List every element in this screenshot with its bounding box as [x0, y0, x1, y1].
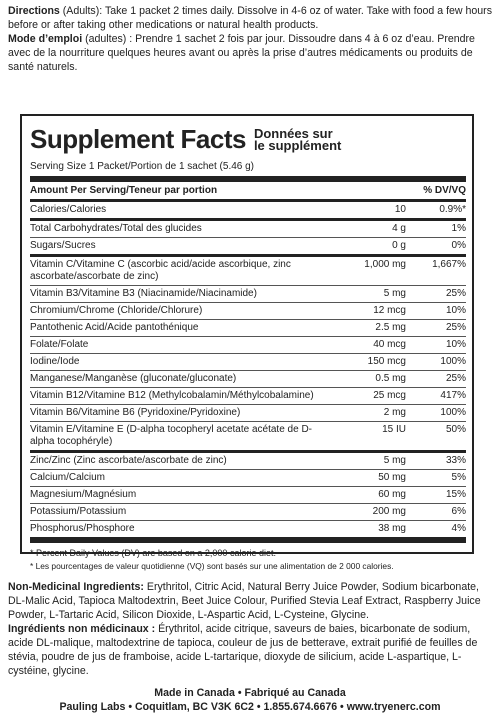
nutrient-amount: 25 mcg	[373, 390, 406, 401]
supplement-facts-panel	[20, 114, 474, 571]
nutrient-name: Phosphorus/Phosphore	[30, 523, 135, 534]
nutrient-name: Chromium/Chrome (Chloride/Chlorure)	[30, 305, 203, 316]
facts-row	[30, 257, 466, 286]
facts-row	[30, 521, 466, 543]
ingredients-en-text: Erythritol, Citric Acid, Natural Berry Juice Powder, Sodium bicarbonate, DL-Malic Acid, Tapioca Maltodextrin, Beet Juice Colour, Purified Stevia Leaf Extract, Raspberry Juice Powder, L-Tartaric Acid, Silicon Dioxide, L-Aspartic Acid, L-Cysteine, Glycine.	[8, 581, 481, 621]
nutrient-dv: 1%	[451, 223, 466, 234]
nutrient-amount: 0 g	[392, 240, 406, 251]
nutrient-dv: 5%	[451, 472, 466, 483]
directions-fr	[8, 32, 494, 74]
nutrient-amount: 2 mg	[383, 407, 406, 418]
facts-rows	[30, 202, 466, 543]
serving-size: Serving Size 1 Packet/Portion de 1 sachet (5.46 g)	[30, 161, 466, 182]
ingredients-fr-text: Érythritol, acide citrique, saveurs de baies, bicarbonate de sodium, acide DL-malique, maltodextrine de tapioca, couleur de jus de betterave, extrait purifié de feuilles de stévia, poudre de jus de framboise, acide L-tartarique, dioxyde de silicium, acide L-aspartique, L-cystéine, glycine.	[8, 623, 478, 677]
nutrient-dv: 10%	[445, 305, 466, 316]
footnote-en: * Percent Daily Values (DV) are based on a 2,000 calorie diet.	[30, 548, 276, 558]
facts-row	[30, 470, 466, 487]
nutrient-name: Vitamin B6/Vitamine B6 (Pyridoxine/Pyridoxine)	[30, 407, 241, 418]
nutrient-name: Manganese/Manganèse (gluconate/gluconate)	[30, 373, 237, 384]
facts-row	[30, 405, 466, 422]
nutrient-amount: 5 mg	[383, 455, 406, 466]
facts-title-fr-line1: Données sur	[253, 126, 333, 141]
nutrient-dv: 25%	[445, 322, 466, 333]
nutrient-name: Vitamin B12/Vitamine B12 (Methylcobalamin/Méthylcobalamine)	[30, 390, 314, 401]
facts-title-fr-line2: le supplément	[253, 138, 342, 153]
nutrient-dv: 4%	[451, 523, 466, 534]
nutrient-amount: 15 IU	[382, 424, 406, 435]
nutrient-name: Vitamin C/Vitamine C (ascorbic acid/acide ascorbique, zinc ascorbate/ascorbate de zinc)	[30, 259, 291, 282]
facts-row	[30, 453, 466, 470]
directions-en	[8, 4, 494, 32]
ingredients-en	[8, 580, 494, 622]
nutrient-name: Calories/Calories	[30, 204, 107, 215]
facts-row	[30, 286, 466, 303]
directions-en-text: (Adults): Take 1 packet 2 times daily. Dissolve in 4-6 oz of water. Take with food a few hours before or after taking other medications or natural health products.	[8, 5, 493, 31]
nutrient-name: Calcium/Calcium	[30, 472, 106, 483]
nutrient-name: Total Carbohydrates/Total des glucides	[30, 223, 202, 234]
nutrient-dv: 25%	[445, 288, 466, 299]
nutrient-dv: 15%	[445, 489, 466, 500]
nutrient-amount: 38 mg	[378, 523, 406, 534]
ingredients-block	[8, 580, 494, 678]
facts-row	[30, 221, 466, 238]
nutrient-dv: 25%	[445, 373, 466, 384]
nutrient-amount: 60 mg	[378, 489, 406, 500]
facts-row	[30, 422, 466, 453]
nutrient-name: Zinc/Zinc (Zinc ascorbate/ascorbate de zinc)	[30, 455, 227, 466]
facts-row	[30, 337, 466, 354]
directions-fr-text: (adultes) : Prendre 1 sachet 2 fois par jour. Dissoudre dans 4 à 6 oz d’eau. Prendre avec de la nourriture quelques heures avant ou après la prise d’autres médicaments ou produits de santé naturels.	[8, 33, 475, 73]
nutrient-name: Potassium/Potassium	[30, 506, 127, 517]
nutrient-dv: 417%	[440, 390, 466, 401]
nutrient-dv: 6%	[451, 506, 466, 517]
nutrient-amount: 150 mcg	[367, 356, 406, 367]
ingredients-fr-label: Ingrédients non médicinaux :	[8, 623, 156, 635]
nutrient-dv: 10%	[445, 339, 466, 350]
footer	[0, 686, 500, 714]
nutrient-name: Vitamin E/Vitamine E (D-alpha tocopheryl acetate acétate de D-alpha tocophéryle)	[30, 424, 313, 447]
facts-row	[30, 303, 466, 320]
directions-en-label: Directions	[8, 5, 60, 17]
nutrient-name: Pantothenic Acid/Acide pantothénique	[30, 322, 199, 333]
nutrient-name: Folate/Folate	[30, 339, 89, 350]
facts-row	[30, 320, 466, 337]
facts-row	[30, 354, 466, 371]
directions-fr-label: Mode d’emploi	[8, 33, 83, 45]
nutrient-amount: 10	[394, 204, 406, 215]
facts-row	[30, 238, 466, 257]
facts-header	[30, 182, 466, 202]
directions-block	[8, 4, 494, 74]
nutrient-amount: 1,000 mg	[364, 259, 406, 270]
facts-row	[30, 202, 466, 221]
facts-title-row	[30, 122, 466, 160]
ingredients-fr	[8, 622, 494, 678]
facts-row	[30, 487, 466, 504]
nutrient-dv: 100%	[440, 407, 466, 418]
nutrient-dv: 0.9%*	[439, 204, 466, 215]
facts-row	[30, 388, 466, 405]
facts-row	[30, 504, 466, 521]
facts-row	[30, 371, 466, 388]
ingredients-en-label: Non-Medicinal Ingredients:	[8, 581, 144, 593]
nutrient-amount: 50 mg	[378, 472, 406, 483]
nutrient-name: Iodine/Iode	[30, 356, 80, 367]
footer-made-in: Made in Canada • Fabriqué au Canada	[154, 687, 346, 699]
nutrient-amount: 12 mcg	[373, 305, 406, 316]
footnote-fr: * Les pourcentages de valeur quotidienne (VQ) sont basés sur une alimentation de 2 000 calories.	[30, 561, 394, 571]
nutrient-name: Magnesium/Magnésium	[30, 489, 137, 500]
facts-title-fr	[254, 128, 341, 152]
nutrient-amount: 40 mcg	[373, 339, 406, 350]
facts-header-name: Amount Per Serving/Teneur par portion	[30, 185, 218, 196]
nutrient-amount: 0.5 mg	[375, 373, 406, 384]
nutrient-name: Vitamin B3/Vitamine B3 (Niacinamide/Niacinamide)	[30, 288, 257, 299]
nutrient-dv: 0%	[451, 240, 466, 251]
nutrient-dv: 100%	[440, 356, 466, 367]
nutrient-amount: 4 g	[392, 223, 406, 234]
facts-title-en: Supplement Facts	[30, 124, 246, 154]
nutrient-name: Sugars/Sucres	[30, 240, 96, 251]
facts-footnote	[30, 547, 466, 573]
nutrient-dv: 1,667%	[432, 259, 466, 270]
nutrient-dv: 50%	[445, 424, 466, 435]
nutrient-amount: 200 mg	[372, 506, 406, 517]
nutrient-dv: 33%	[445, 455, 466, 466]
nutrient-amount: 5 mg	[383, 288, 406, 299]
footer-contact: Pauling Labs • Coquitlam, BC V3K 6C2 • 1.855.674.6676 • www.tryenerc.com	[59, 701, 441, 713]
nutrient-amount: 2.5 mg	[375, 322, 406, 333]
facts-header-dv: % DV/VQ	[423, 185, 466, 196]
